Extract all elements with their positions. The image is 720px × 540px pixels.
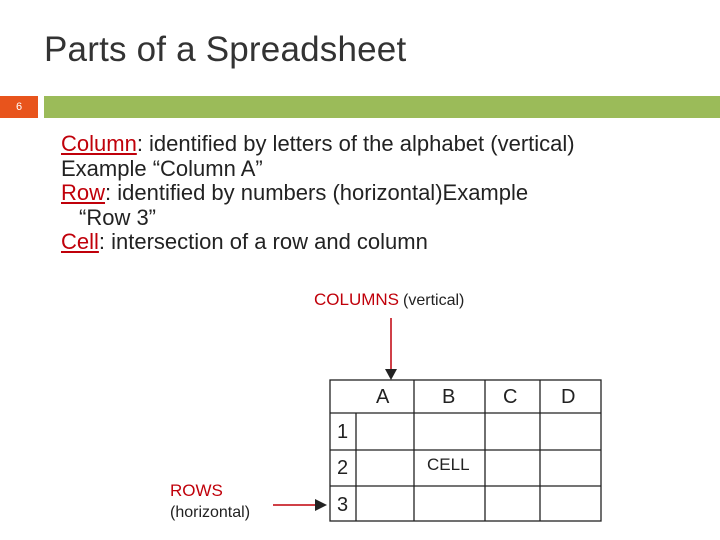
cell-label: CELL	[427, 455, 470, 474]
term-cell: Cell	[61, 229, 99, 254]
bullet-row-text: : identified by numbers (horizontal)Example	[105, 180, 529, 205]
rows-arrow-head	[315, 499, 327, 511]
bullet-row-example: “Row 3”	[79, 204, 157, 230]
slide-number: 6	[15, 101, 23, 113]
rows-sub-label: (horizontal)	[170, 504, 251, 521]
column-header-c: C	[503, 386, 518, 408]
column-header-d: D	[561, 386, 576, 408]
column-header-b: B	[442, 386, 456, 408]
columns-arrow-head	[385, 369, 397, 380]
slide-title: Parts of a Spreadsheet	[44, 30, 407, 69]
column-header-a: A	[376, 386, 390, 408]
bullet-column-example: Example “Column A”	[61, 155, 263, 181]
rows-label-text: ROWS	[170, 481, 223, 500]
term-column: Column	[61, 131, 137, 156]
columns-sub-label: (vertical)	[403, 292, 465, 309]
row-number-3: 3	[337, 494, 349, 516]
bullet-cell-text: : intersection of a row and column	[98, 229, 428, 254]
row-number-2: 2	[337, 457, 349, 479]
rows-label	[170, 480, 250, 524]
bullet-column-text: : identified by letters of the alphabet (vertical)	[136, 131, 575, 156]
columns-label-text: COLUMNS	[314, 290, 400, 309]
term-row: Row	[61, 180, 106, 205]
row-number-1: 1	[337, 421, 349, 443]
